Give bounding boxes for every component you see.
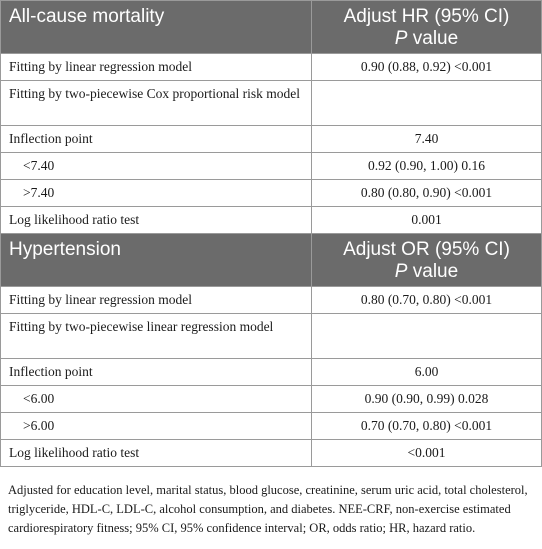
- section-title: All-cause mortality: [1, 1, 312, 54]
- row-label: Fitting by two-piecewise linear regression model: [1, 314, 312, 359]
- table-row: [1, 126, 542, 153]
- table-row: [1, 314, 542, 359]
- row-value: [312, 81, 542, 126]
- row-value: 7.40: [312, 126, 542, 153]
- row-value: 6.00: [312, 359, 542, 386]
- row-label: <6.00: [1, 386, 312, 413]
- table-row: [1, 413, 542, 440]
- column-header-line1: Adjust HR (95% CI): [343, 5, 510, 27]
- column-header-line2: [320, 261, 533, 283]
- p-value-word: value: [407, 27, 459, 49]
- row-label: Inflection point: [1, 126, 312, 153]
- row-label: Log likelihood ratio test: [1, 440, 312, 467]
- row-value: [312, 314, 542, 359]
- row-label: Fitting by linear regression model: [1, 54, 312, 81]
- row-value: 0.92 (0.90, 1.00) 0.16: [312, 153, 542, 180]
- row-label: Inflection point: [1, 359, 312, 386]
- section-header-mortality: [1, 1, 542, 54]
- row-value: 0.80 (0.70, 0.80) <0.001: [312, 287, 542, 314]
- section-title: Hypertension: [1, 234, 312, 287]
- row-label: Log likelihood ratio test: [1, 207, 312, 234]
- row-value: 0.70 (0.70, 0.80) <0.001: [312, 413, 542, 440]
- p-value-word: value: [407, 260, 459, 282]
- column-header-line2: [320, 28, 533, 50]
- table-row: [1, 440, 542, 467]
- row-label: Fitting by linear regression model: [1, 287, 312, 314]
- table-row: [1, 81, 542, 126]
- table-row: [1, 386, 542, 413]
- row-label: >6.00: [1, 413, 312, 440]
- p-letter: P: [394, 260, 408, 282]
- row-value: 0.90 (0.88, 0.92) <0.001: [312, 54, 542, 81]
- column-header: [312, 234, 542, 287]
- row-value: 0.90 (0.90, 0.99) 0.028: [312, 386, 542, 413]
- table-row: [1, 180, 542, 207]
- row-label: >7.40: [1, 180, 312, 207]
- table-footnote: Adjusted for education level, marital status, blood glucose, creatinine, serum uric acid, total cholesterol, triglyceride, HDL-C, LDL-C, alcohol consumption, and diabetes. NEE-CRF, non-exercise estimated cardiorespiratory fitness; 95% CI, 95% confidence interval; OR, odds ratio; HR, hazard ratio.: [8, 483, 528, 535]
- row-label: Fitting by two-piecewise Cox proportional risk model: [1, 81, 312, 126]
- row-label: <7.40: [1, 153, 312, 180]
- p-letter: P: [394, 27, 408, 49]
- section-header-hypertension: [1, 234, 542, 287]
- row-value: <0.001: [312, 440, 542, 467]
- table-row: [1, 287, 542, 314]
- row-value: 0.80 (0.80, 0.90) <0.001: [312, 180, 542, 207]
- table-row: [1, 359, 542, 386]
- table-row: [1, 207, 542, 234]
- column-header: [312, 1, 542, 54]
- table-row: [1, 54, 542, 81]
- column-header-line1: Adjust OR (95% CI): [343, 238, 510, 260]
- row-value: 0.001: [312, 207, 542, 234]
- table-row: [1, 153, 542, 180]
